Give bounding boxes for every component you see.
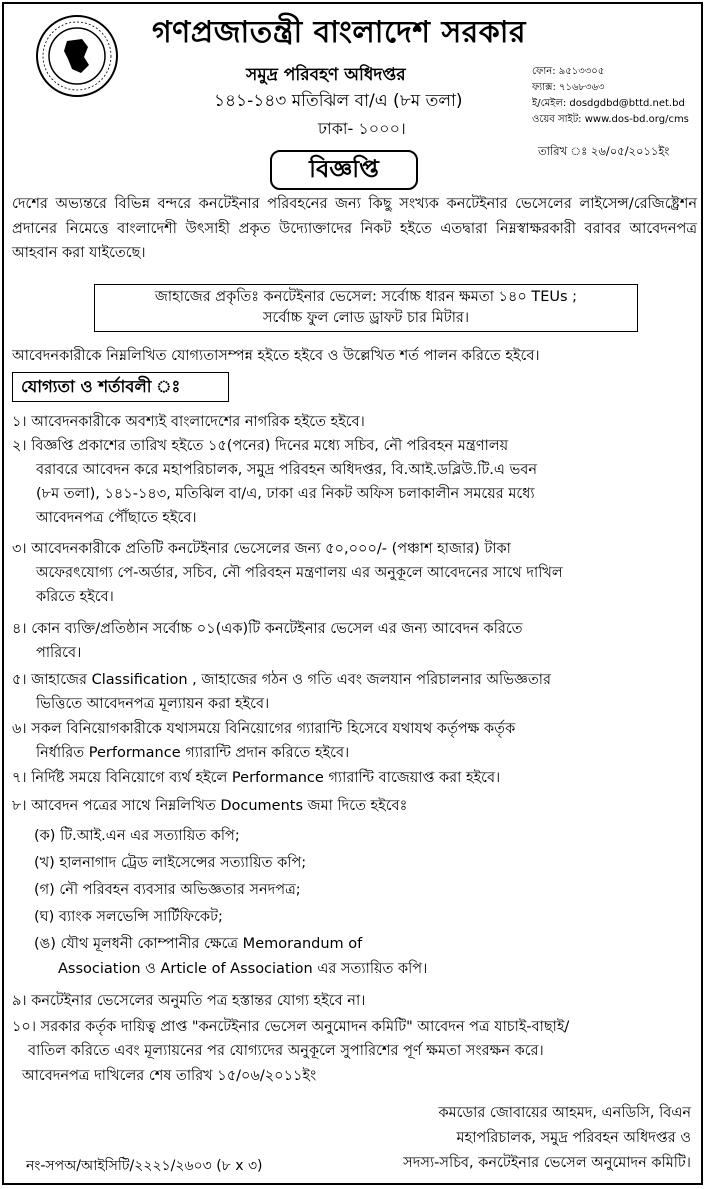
item-number: ৯।	[12, 993, 27, 1009]
document-item: (ঘ) ব্যাংক সলভেন্সি সার্টিফিকেট;	[34, 909, 223, 925]
submission-deadline: আবেদনপত্র দাখিলের শেষ তারিখ ১৫/০৬/২০১১ইং	[22, 1068, 317, 1084]
item-text: ভিত্তিতে আবেদনপত্র মূল্যায়ন করা হইবে।	[36, 696, 270, 712]
document-item: (ঙ) যৌথ মূলধনী কোম্পানীর ক্ষেত্রে Memorandum of	[34, 936, 363, 952]
item-text: করিতে হইবে।	[36, 589, 114, 605]
fax: ফ্যাক্স: ৭১৬৮৩৬৩	[532, 82, 605, 93]
address-line-1: ১৪১-১৪৩ মতিঝিল বা/এ (৮ম তলা)	[214, 91, 463, 111]
condition-item	[12, 989, 692, 1013]
document-item: Association ও Article of Association এর সত্যায়িত কপি।	[58, 961, 428, 977]
notice-date: তারিখ ঃ ২৬/০৫/২০১১ইং	[538, 144, 670, 158]
condition-item	[12, 794, 692, 818]
item-text: বরাবরে আবেদন করে মহাপরিচালক, সমুদ্র পরিবহন অধিদপ্তর, বি.আই.ডব্লিউ.টি.এ ভবন	[36, 462, 538, 478]
condition-item	[12, 766, 692, 790]
item-number: ৫।	[12, 672, 27, 688]
government-seal-icon	[34, 13, 120, 99]
item-text: বিজ্ঞপ্তি প্রকাশের তারিখ হইতে ১৫(পনের) দিনের মধ্যে সচিব, নৌ পরিবহন মন্ত্রণালয়	[31, 438, 509, 454]
condition-item	[12, 537, 692, 609]
contact-block	[532, 64, 689, 128]
item-text: জাহাজের Classification , জাহাজের গঠন ও গতি এবং জলযান পরিচালনার অভিজ্ঞতার	[31, 672, 551, 688]
signatory-name: কমডোর জোবায়ের আহমদ, এনডিসি, বিএন	[438, 1105, 691, 1121]
item-number: ৪।	[12, 621, 27, 637]
item-text: সরকার কর্তৃক দায়িত্ব প্রাপ্ত "কনটেইনার ভেসেল অনুমোদন কমিটি" আবেদন পত্র যাচাই-বাছাই/	[40, 1019, 570, 1035]
address-line-2: ঢাকা- ১০০০।	[318, 119, 406, 138]
phone: ফোন: ৯৫১৩৩০৫	[532, 66, 605, 77]
email: ই/মেইল: dosdgdbd@bttd.net.bd	[532, 98, 685, 109]
item-number: ২।	[12, 438, 27, 454]
document-item: (গ) নৌ পরিবহন ব্যবসার অভিজ্ঞতার সনদপত্র;	[34, 882, 301, 898]
condition-item	[12, 1015, 692, 1063]
item-number: ৮।	[12, 798, 27, 814]
item-text: নির্ধারিত Performance গ্যারান্টি প্রদান করিতে হইবে।	[36, 745, 350, 761]
item-text: আবেদনকারীকে অবশ্যই বাংলাদেশের নাগরিক হইতে হইবে।	[31, 414, 365, 430]
condition-item	[12, 617, 692, 665]
ship-spec-box	[94, 284, 638, 332]
item-text: নির্দিষ্ট সময়ে বিনিয়োগে ব্যর্থ হইলে Performance গ্যারান্টি বাজেয়াপ্ত করা হইবে।	[31, 770, 501, 786]
item-text: সকল বিনিয়োগকারীকে যথাসময়ে বিনিয়োগের গ্যারান্টি হিসেবে যথাযথ কর্তৃপক্ষ কর্তৃক	[31, 721, 516, 737]
ship-spec-line-1: জাহাজের প্রকৃতিঃ কনটেইনার ভেসেল: সর্বোচ্চ ধারন ক্ষমতা ১৪০ TEUs ;	[154, 289, 578, 305]
item-text: পারিবে।	[36, 645, 82, 661]
condition-item	[12, 434, 692, 530]
website: ওয়েব সাইট: www.dos-bd.org/cms	[532, 114, 689, 125]
conditions-heading: যোগ্যতা ও শর্তাবলী ঃ	[12, 372, 229, 402]
intro-paragraph: দেশের অভ্যন্তরে বিভিন্ন বন্দরে কনটেইনার পরিবহনের জন্য কিছু সংখ্যক কনটেইনার ভেসেলের লাইসেন্স/রেজিষ্ট্রেশন প্রদানের নিমেত্তে বাংলাদেশী উৎসাহী প্রকৃত উদ্যোক্তাদের নিকট হইতে এতদ্বারা নিম্নস্বাক্ষরকারী বরাবর আবেদনপত্র আহবান করা যাইতেছে।	[12, 196, 697, 261]
notice-title: বিজ্ঞপ্তি	[270, 150, 418, 190]
reference-number: নং-সপঅ/আইসিটি/২২২১/২৬০৩ (৮ x ৩)	[26, 1158, 263, 1174]
eligibility-statement: আবেদনকারীকে নিম্নলিখিত যোগ্যতাসম্পন্ন হইতে হইবে ও উল্লেখিত শর্ত পালন করিতে হইবে।	[12, 348, 540, 364]
ship-spec-line-2: সর্বোচ্চ ফুল লোড ড্রাফট চার মিটার।	[262, 310, 470, 326]
item-number: ৬।	[12, 721, 27, 737]
document-item: (ক) টি.আই.এন এর সত্যায়িত কপি;	[34, 828, 240, 844]
government-title: গণপ্রজাতন্ত্রী বাংলাদেশ সরকার	[152, 15, 526, 50]
item-text: (৮ম তলা), ১৪১-১৪৩, মতিঝিল বা/এ, ঢাকা এর নিকট অফিস চলাকালীন সময়ের মধ্যে	[36, 486, 535, 502]
item-text: আবেদনকারীকে প্রতিটি কনটেইনার ভেসেলের জন্য ৫০,০০০/- (পঞ্চাশ হাজার) টাকা	[31, 541, 511, 557]
item-number: ১০।	[12, 1019, 37, 1035]
item-text: আবেদন পত্রের সাথে নিম্নলিখিত Documents জমা দিতে হইবেঃ	[31, 798, 408, 814]
signatory-title: মহাপরিচালক, সমুদ্র পরিবহন অধিদপ্তর ও	[456, 1130, 691, 1146]
item-number: ৭।	[12, 770, 27, 786]
item-text: বাতিল করিতে এবং মূল্যায়নের পর যোগ্যদের অনুকূলে সুপারিশের পূর্ণ ক্ষমতা সংরক্ষন করে।	[28, 1043, 544, 1059]
item-number: ১।	[12, 414, 27, 430]
item-text: আবেদনপত্র পৌঁছাতে হইবে।	[36, 510, 197, 526]
item-text: কনটেইনার ভেসেলের অনুমতি পত্র হস্তান্তর যোগ্য হইবে না।	[31, 993, 366, 1009]
condition-item	[12, 668, 692, 716]
department-name: সমুদ্র পরিবহণ অধিদপ্তর	[246, 65, 406, 85]
condition-item	[12, 410, 692, 434]
signatory-role: সদস্য-সচিব, কনটেইনার ভেসেল অনুমোদন কমিটি।	[403, 1155, 691, 1171]
item-text: কোন ব্যক্তি/প্রতিষ্ঠান সর্বোচ্চ ০১(এক)টি কনটেইনার ভেসেল এর জন্য আবেদন করিতে	[31, 621, 523, 637]
item-text: অফেরৎযোগ্য পে-অর্ডার, সচিব, নৌ পরিবহন মন্ত্রণালয় এর অনুকূলে আবেদনের সাথে দাখিল	[36, 565, 563, 581]
condition-item	[12, 717, 692, 765]
item-number: ৩।	[12, 541, 27, 557]
document-item: (খ) হালনাগাদ ট্রেড লাইসেন্সের সত্যায়িত কপি;	[34, 855, 307, 871]
